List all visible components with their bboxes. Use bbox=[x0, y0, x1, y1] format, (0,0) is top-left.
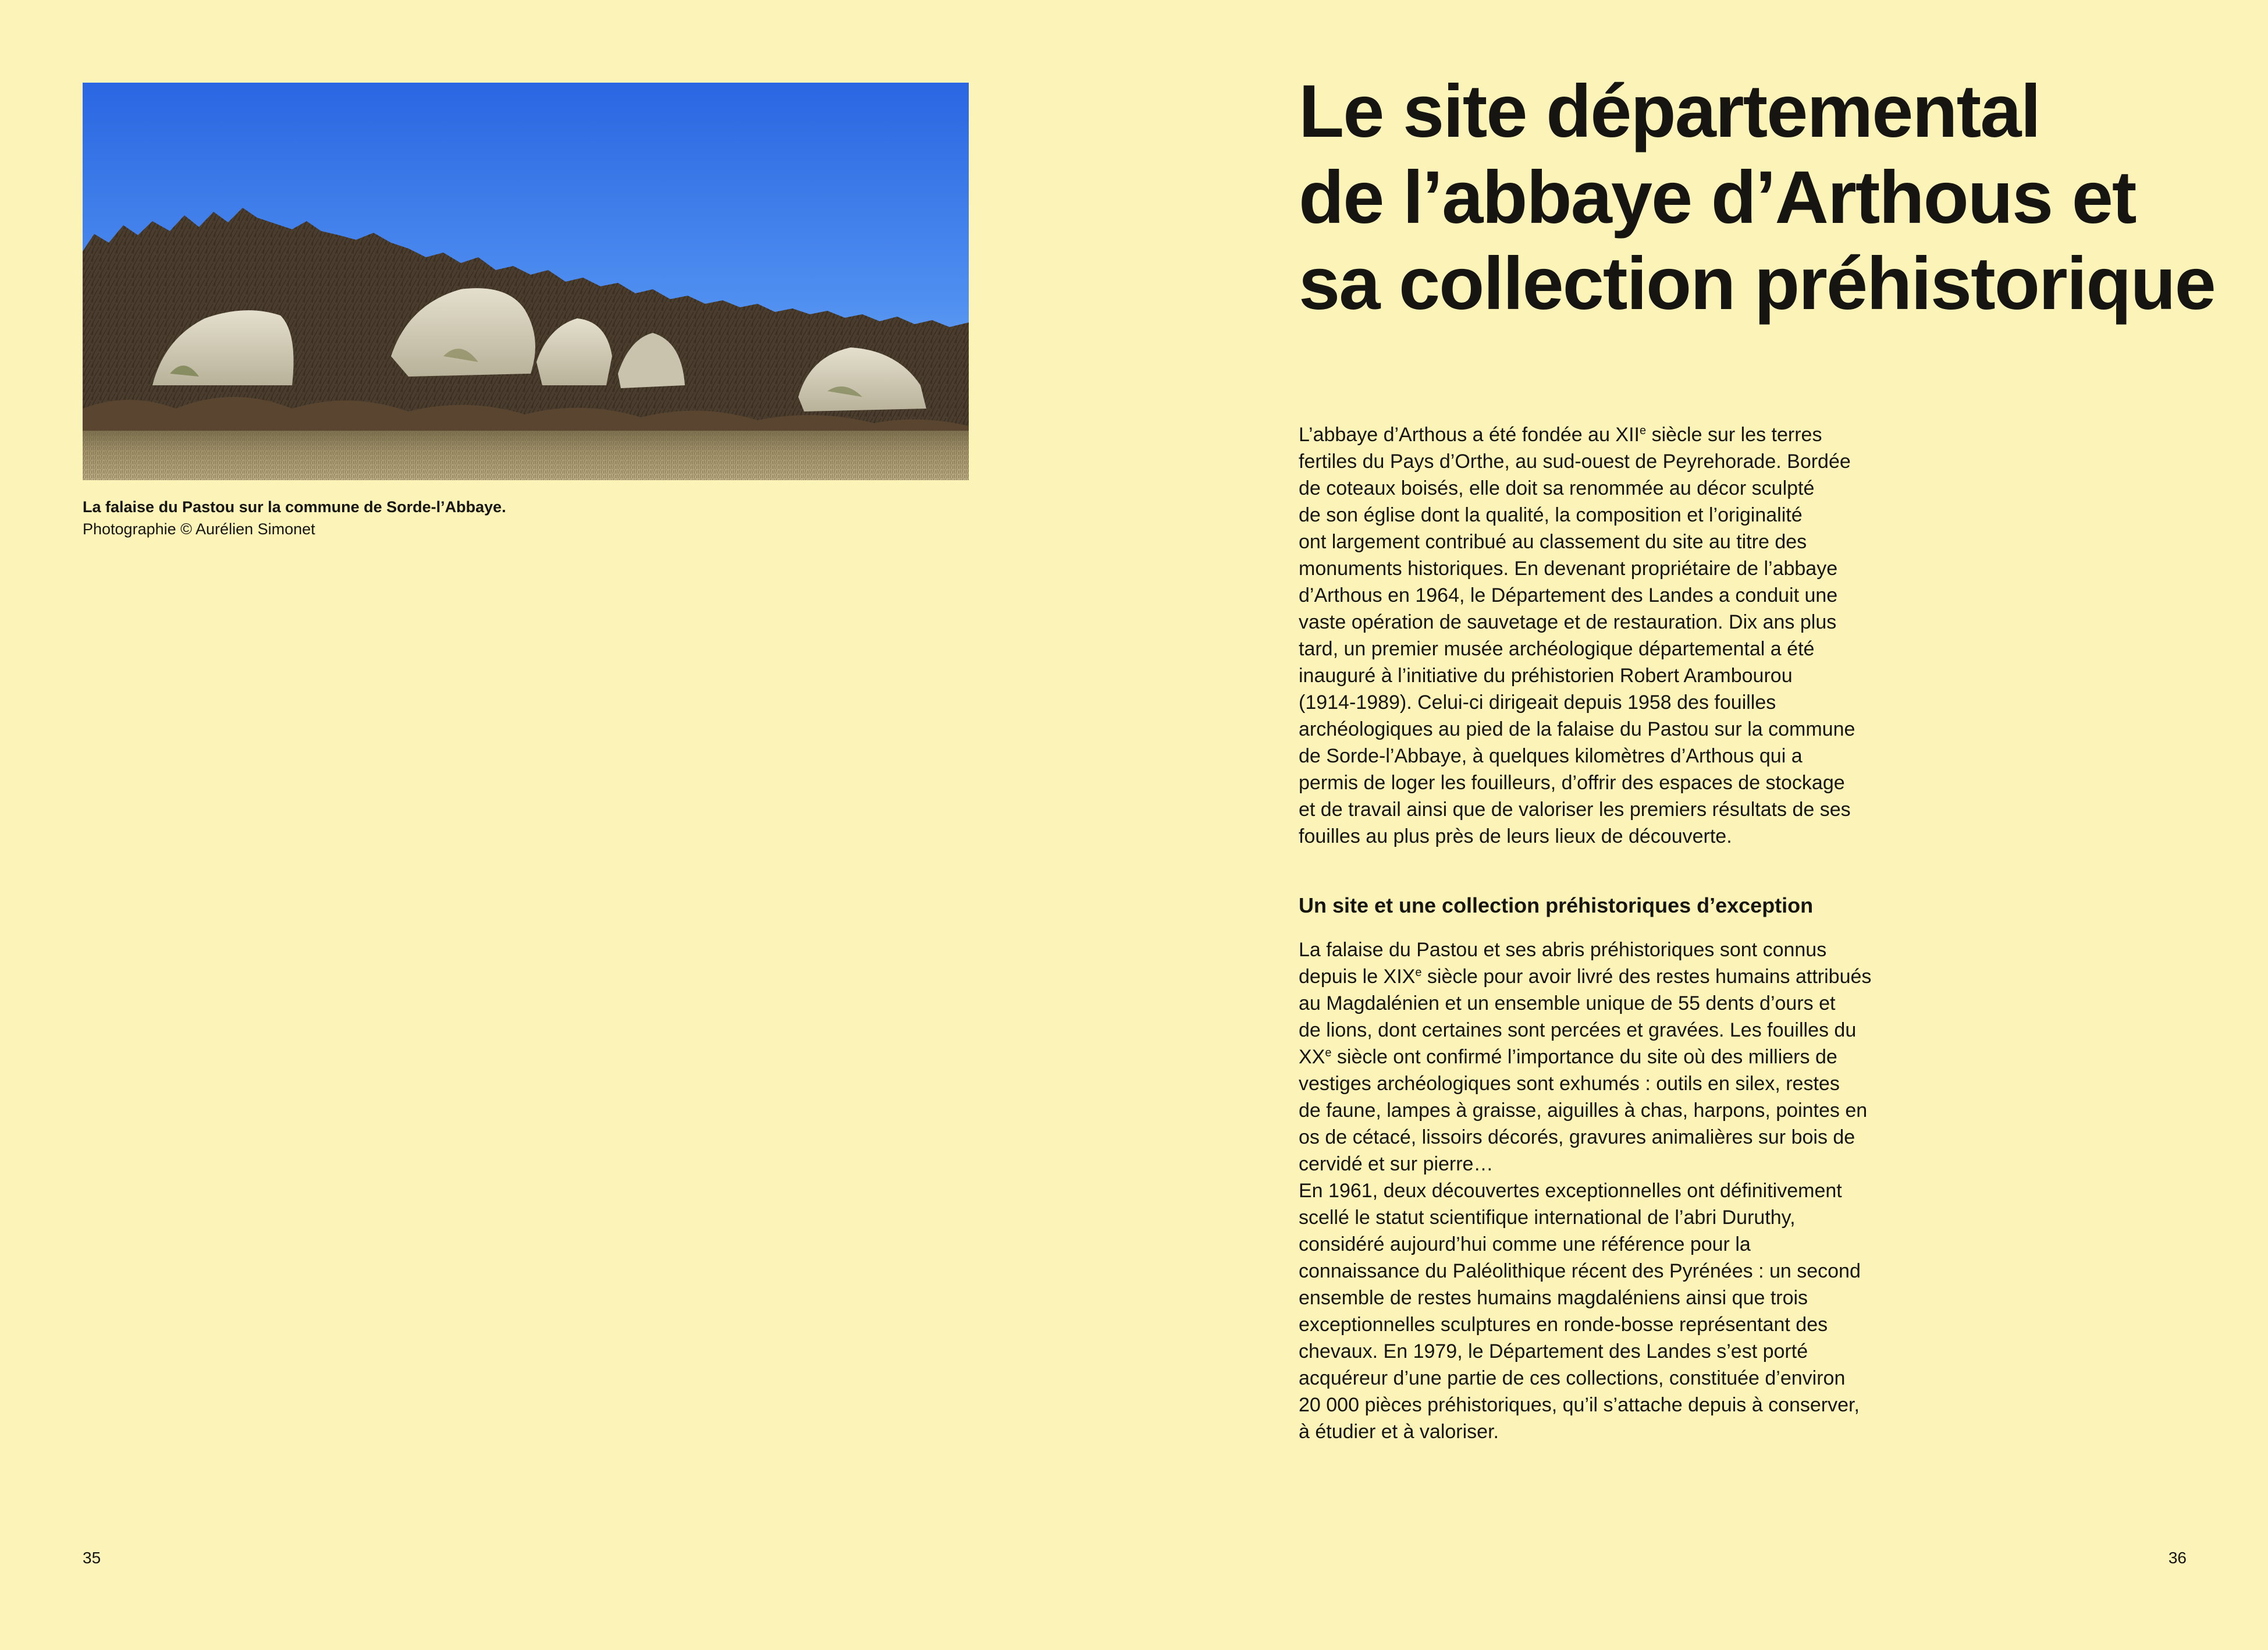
text-line: fouilles au plus près de leurs lieux de découverte. bbox=[1299, 825, 1732, 847]
text-line: à étudier et à valoriser. bbox=[1299, 1421, 1499, 1443]
text-line: XXe siècle ont confirmé l’importance du site où des milliers de bbox=[1299, 1046, 1837, 1068]
title-line: Le site départemental bbox=[1299, 70, 2040, 153]
title-line: de l’abbaye d’Arthous et bbox=[1299, 156, 2136, 239]
text-line: connaissance du Paléolithique récent des Pyrénées : un second bbox=[1299, 1260, 1861, 1282]
caption-title: La falaise du Pastou sur la commune de Sorde-l’Abbaye. bbox=[83, 498, 506, 516]
text-line: vaste opération de sauvetage et de restauration. Dix ans plus bbox=[1299, 611, 1837, 633]
text-line: de Sorde-l’Abbaye, à quelques kilomètres d’Arthous qui a bbox=[1299, 745, 1803, 767]
text-line: au Magdalénien et un ensemble unique de 55 dents d’ours et bbox=[1299, 992, 1836, 1014]
text-line: chevaux. En 1979, le Département des Landes s’est porté bbox=[1299, 1340, 1808, 1362]
photo-caption bbox=[83, 496, 1014, 540]
text-line: ensemble de restes humains magdaléniens ainsi que trois bbox=[1299, 1287, 1808, 1309]
text-line: monuments historiques. En devenant propriétaire de l’abbaye bbox=[1299, 558, 1838, 580]
caption-credit: Photographie © Aurélien Simonet bbox=[83, 520, 315, 538]
text-line: vestiges archéologiques sont exhumés : outils en silex, restes bbox=[1299, 1073, 1840, 1095]
text-line: cervidé et sur pierre… bbox=[1299, 1153, 1494, 1175]
text-line: fertiles du Pays d’Orthe, au sud-ouest de Peyrehorade. Bordée bbox=[1299, 450, 1851, 473]
text-line: de lions, dont certaines sont percées et gravées. Les fouilles du bbox=[1299, 1019, 1857, 1041]
section-paragraph bbox=[1299, 936, 1886, 1445]
text-line: 20 000 pièces préhistoriques, qu’il s’attache depuis à conserver, bbox=[1299, 1394, 1860, 1416]
page-number-right: 36 bbox=[2168, 1549, 2187, 1567]
text-line: et de travail ainsi que de valoriser les premiers résultats de ses bbox=[1299, 799, 1851, 821]
title-line: sa collection préhistorique bbox=[1299, 242, 2215, 325]
text-line: L’abbaye d’Arthous a été fondée au XIIe siècle sur les terres bbox=[1299, 424, 1822, 446]
text-line: En 1961, deux découvertes exceptionnelles ont définitivement bbox=[1299, 1180, 1842, 1202]
text-line: os de cétacé, lissoirs décorés, gravures animalières sur bois de bbox=[1299, 1126, 1855, 1148]
text-line: inauguré à l’initiative du préhistorien Robert Arambourou bbox=[1299, 665, 1793, 687]
text-line: de coteaux boisés, elle doit sa renommée au décor sculpté bbox=[1299, 477, 1815, 499]
text-line: archéologiques au pied de la falaise du Pastou sur la commune bbox=[1299, 718, 1855, 740]
intro-paragraph bbox=[1299, 421, 1886, 850]
text-line: tard, un premier musée archéologique départemental a été bbox=[1299, 638, 1815, 660]
text-line: scellé le statut scientifique international de l’abri Duruthy, bbox=[1299, 1207, 1796, 1229]
page-number-left: 35 bbox=[83, 1549, 101, 1567]
cliff-photograph bbox=[83, 83, 969, 480]
section-subheading: Un site et une collection préhistoriques d’exception bbox=[1299, 893, 1814, 917]
text-line: La falaise du Pastou et ses abris préhistoriques sont connus bbox=[1299, 939, 1827, 961]
text-line: considéré aujourd’hui comme une référence pour la bbox=[1299, 1233, 1751, 1255]
text-line: ont largement contribué au classement du site au titre des bbox=[1299, 531, 1807, 553]
text-line: de son église dont la qualité, la composition et l’originalité bbox=[1299, 504, 1803, 526]
text-line: exceptionnelles sculptures en ronde-bosse représentant des bbox=[1299, 1314, 1828, 1336]
text-line: acquéreur d’une partie de ces collections, constituée d’environ bbox=[1299, 1367, 1846, 1389]
text-line: (1914-1989). Celui-ci dirigeait depuis 1958 des fouilles bbox=[1299, 691, 1776, 714]
text-line: d’Arthous en 1964, le Département des Landes a conduit une bbox=[1299, 584, 1838, 606]
text-line: permis de loger les fouilleurs, d’offrir des espaces de stockage bbox=[1299, 772, 1845, 794]
text-line: de faune, lampes à graisse, aiguilles à chas, harpons, pointes en bbox=[1299, 1099, 1868, 1122]
text-line: depuis le XIXe siècle pour avoir livré des restes humains attribués bbox=[1299, 966, 1872, 988]
page-title bbox=[1299, 69, 2215, 327]
